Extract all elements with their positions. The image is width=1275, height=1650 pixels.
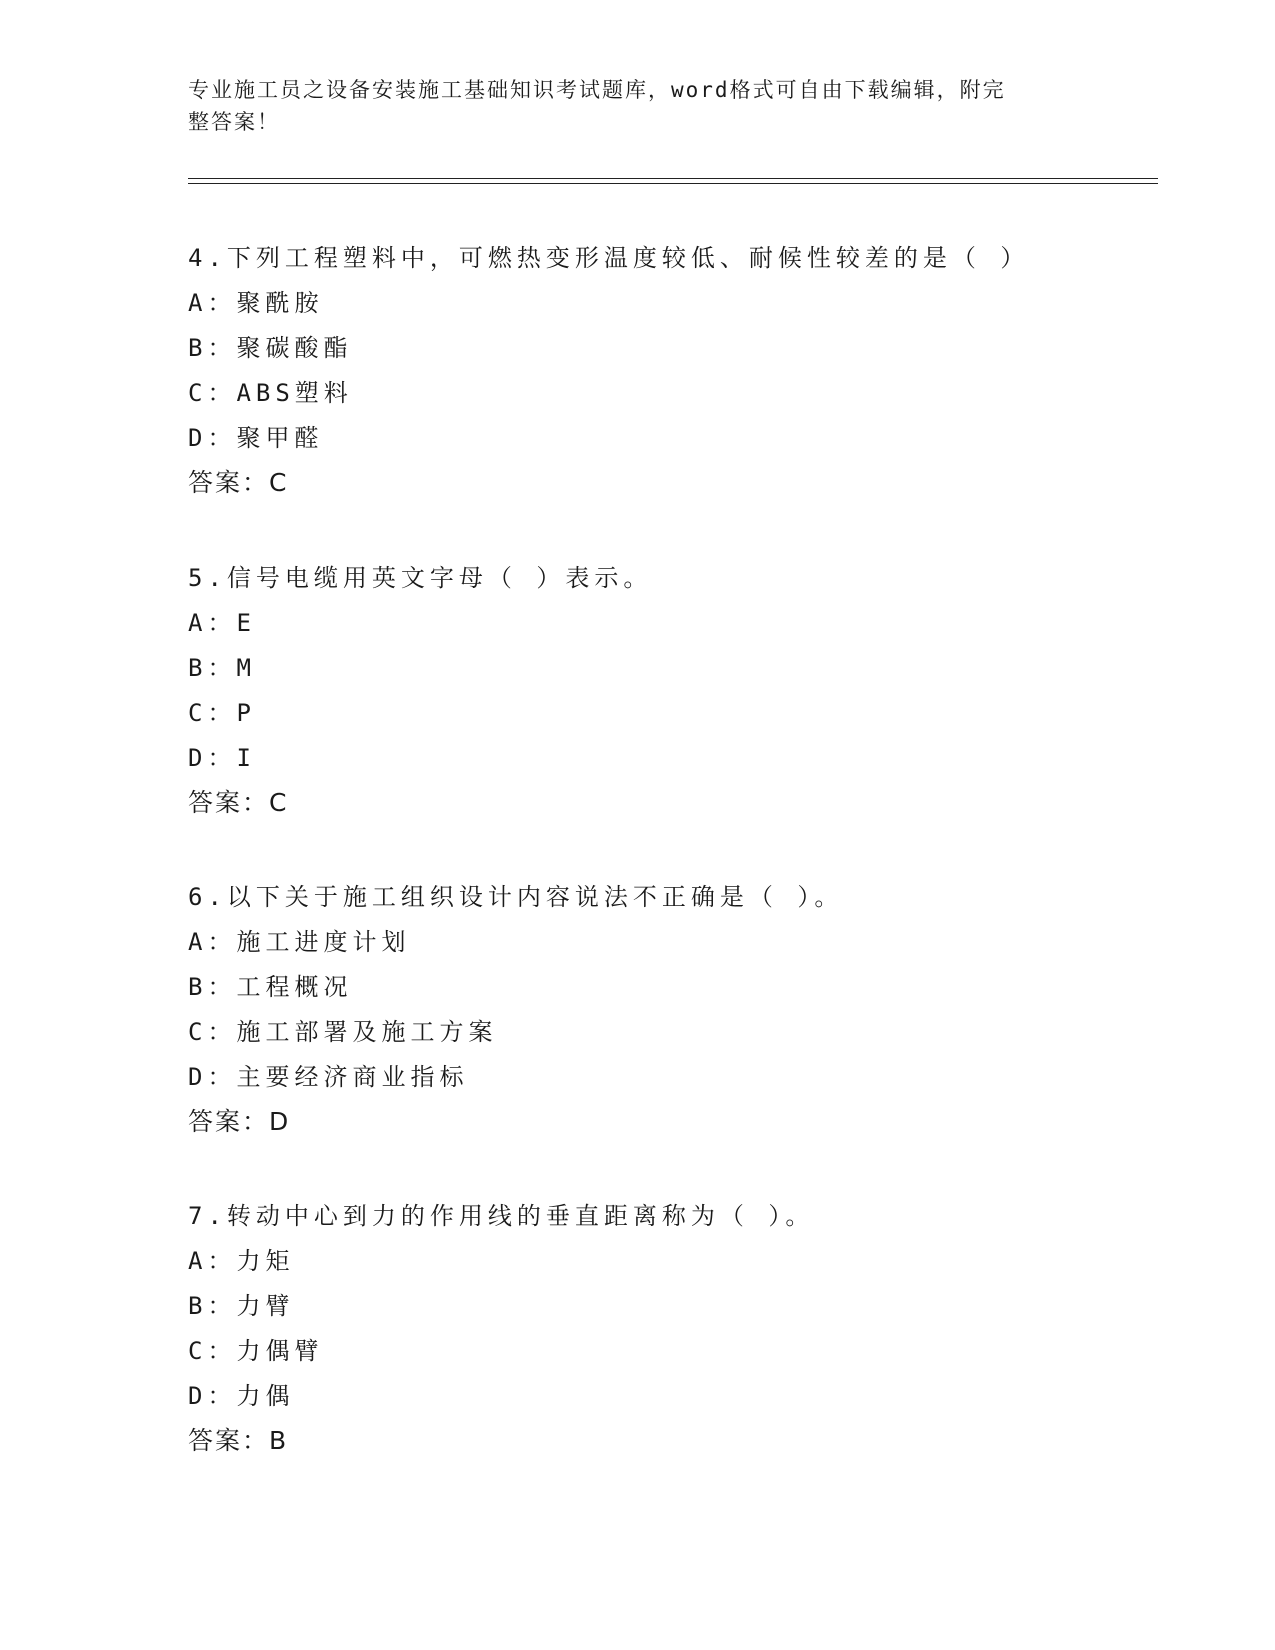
option-c: C：ABS塑料	[188, 379, 353, 407]
option-a: A：力矩	[188, 1247, 295, 1275]
option-b: B：工程概况	[188, 973, 353, 1001]
option-c: C：P	[188, 699, 256, 727]
question-text: 7.转动中心到力的作用线的垂直距离称为（ ）。	[188, 1202, 815, 1230]
option-d: D：主要经济商业指标	[188, 1063, 469, 1091]
question-text: 5.信号电缆用英文字母（ ）表示。	[188, 564, 653, 592]
document-header	[188, 74, 1068, 138]
option-a: A：施工进度计划	[188, 928, 411, 956]
option-c: C：施工部署及施工方案	[188, 1018, 498, 1046]
option-b: B：聚碳酸酯	[188, 334, 353, 362]
option-c: C：力偶臂	[188, 1337, 324, 1365]
question-4	[188, 243, 1188, 498]
option-a: A：E	[188, 609, 256, 637]
answer-line: 答案：D	[188, 1107, 291, 1136]
answer-line: 答案：C	[188, 788, 289, 817]
question-text: 4.下列工程塑料中，可燃热变形温度较低、耐候性较差的是（ ）	[188, 244, 1030, 272]
option-b: B：力臂	[188, 1292, 295, 1320]
header-line-2: 整答案！	[188, 110, 280, 134]
question-7	[188, 1201, 1188, 1456]
answer-line: 答案：C	[188, 468, 289, 497]
question-5	[188, 563, 1188, 818]
option-a: A：聚酰胺	[188, 289, 324, 317]
header-divider-bottom	[188, 183, 1158, 184]
question-6	[188, 882, 1188, 1137]
header-line-1: 专业施工员之设备安装施工基础知识考试题库，word格式可自由下载编辑，附完	[188, 78, 1006, 102]
option-d: D：I	[188, 744, 256, 772]
header-divider-top	[188, 178, 1158, 179]
option-b: B：M	[188, 654, 256, 682]
question-text: 6.以下关于施工组织设计内容说法不正确是（ ）。	[188, 883, 844, 911]
option-d: D：力偶	[188, 1382, 295, 1410]
option-d: D：聚甲醛	[188, 424, 324, 452]
answer-line: 答案：B	[188, 1426, 289, 1455]
